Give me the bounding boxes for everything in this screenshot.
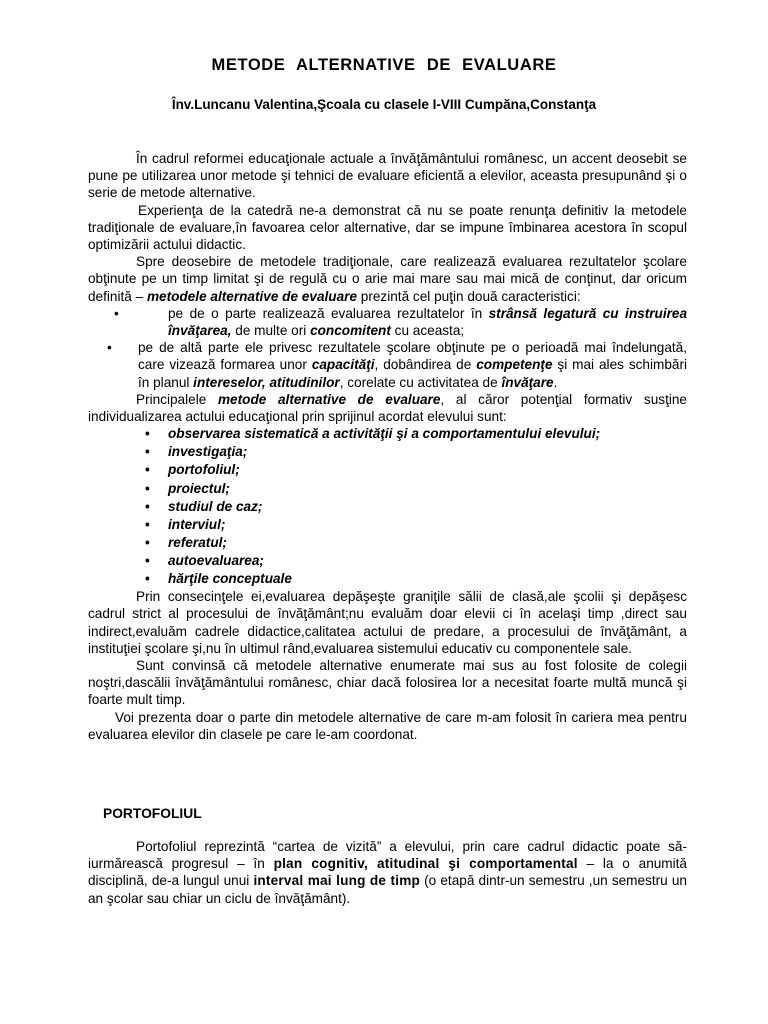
paragraph-presentation: Voi prezenta doar o parte din metodele alternative de care m-am folosit în cariera mea pentru evaluarea elevilor din clasele pe care le-am coordonat. bbox=[88, 709, 687, 742]
paragraph-consequences: Prin consecinţele ei,evaluarea depăşeşte graniţile sălii de clasă,ale şcolii şi depăşesc cadrul strict al procesului de învăţământ;nu evaluăm doar elevii ci în acelaşi timp ,direct sau indirect,evaluăm cadrele didactice,calitatea actului de predare, a procesului de învăţământ, a instituţiei şcolare şi,nu în ultimul rând,evaluarea sistemului educativ cu componentele sale. bbox=[88, 589, 687, 656]
paragraph-conviction: Sunt convinsă că metodele alternative enumerate mai sus au fost folosite de colegii noştri,dascălii învăţământului românesc, chiar dacă folosirea lor a necesitat foarte multă muncă şi foarte mult timp. bbox=[88, 657, 687, 708]
list-item: • investigaţia; bbox=[88, 443, 687, 461]
paragraph-portfolio: Portofoliul reprezintă “cartea de vizită” a elevului, prin care cadrul didactic poate să-iurmărească progresul – în plan cognitiv, atitudinal şi comportamental – la o anumită disciplină, de-a lungul unui interval mai lung de timp (o etapă dintr-un semestru ,un semestru un an şcolar sau chiar un ciclu de învăţământ). bbox=[88, 839, 687, 906]
list-item: • portofoliul; bbox=[88, 461, 687, 479]
list-item: • autoevaluarea; bbox=[88, 552, 687, 570]
bullet-icon: • bbox=[145, 480, 150, 496]
bullet-icon: • bbox=[145, 571, 150, 586]
bullet-icon: • bbox=[145, 534, 150, 550]
bullet-item-1: • pe de o parte realizează evaluarea rezultatelor în strânsă legatură cu instruirea învăţarea, de multe ori concomitent cu aceasta; bbox=[114, 305, 688, 339]
document-body bbox=[88, 150, 687, 743]
bullet-icon: • bbox=[145, 444, 150, 460]
section-heading: PORTOFOLIUL bbox=[103, 806, 202, 821]
section-body bbox=[88, 838, 687, 907]
bullet-icon: • bbox=[145, 516, 150, 532]
page-title: METODE ALTERNATIVE DE EVALUARE bbox=[211, 56, 557, 74]
list-item: • interviul; bbox=[88, 516, 687, 534]
bullet-icon: • bbox=[145, 426, 150, 442]
bullet-icon: • bbox=[145, 462, 150, 478]
list-item: • studiul de caz; bbox=[88, 498, 687, 516]
list-item: • hărţile conceptuale bbox=[88, 570, 687, 588]
bullet-icon: • bbox=[145, 552, 150, 568]
paragraph-characteristics: Spre deosebire de metodele tradiţionale, care realizează evaluarea rezultatelor şcolare obţinute pe un timp limitat şi de regulă cu o arie mai mare sau mai mică de conţinut, dar oricum definită – metodele alternative de evaluare prezintă cel puţin două caracteristici: bbox=[88, 254, 687, 304]
bullet-item-2: • pe de altă parte ele privesc rezultatele şcolare obţinute pe o perioadă mai îndelungată, care vizează formarea unor capacităţi, dobândirea de competenţe şi mai ales schimbări în planul intereselor, atitudinilor, corelate cu activitatea de învăţare. bbox=[107, 340, 688, 390]
paragraph-methods-intro: Principalele metode alternative de evaluare, al căror potenţial formativ susţine individualizarea actului educaţional prin sprijinul acordat elevului sunt: bbox=[88, 391, 687, 425]
bullet-icon: • bbox=[145, 498, 150, 514]
paragraph-experience: Experienţa de la catedră ne-a demonstrat că nu se poate renunţa definitiv la metodele tradiţionale de evaluare,în favoarea celor alternative, dar se impune îmbinarea acestora în scopul optimizării actului didactic. bbox=[88, 202, 687, 253]
author-line: Înv.Luncanu Valentina,Şcoala cu clasele I-VIII Cumpăna,Constanţa bbox=[171, 97, 597, 112]
list-item: • observarea sistematică a activităţii şi a comportamentului elevului; bbox=[88, 425, 687, 443]
methods-list bbox=[88, 425, 687, 588]
bullet-icon: • bbox=[114, 305, 119, 321]
list-item: • referatul; bbox=[88, 534, 687, 552]
bullet-icon: • bbox=[107, 340, 112, 356]
paragraph-intro: În cadrul reformei educaţionale actuale a învăţământului românesc, un accent deosebit se pune pe utilizarea unor metode şi tehnici de evaluare eficientă a elevilor, aceasta presupunând şi o serie de metode alternative. bbox=[88, 151, 687, 201]
list-item: • proiectul; bbox=[88, 480, 687, 498]
